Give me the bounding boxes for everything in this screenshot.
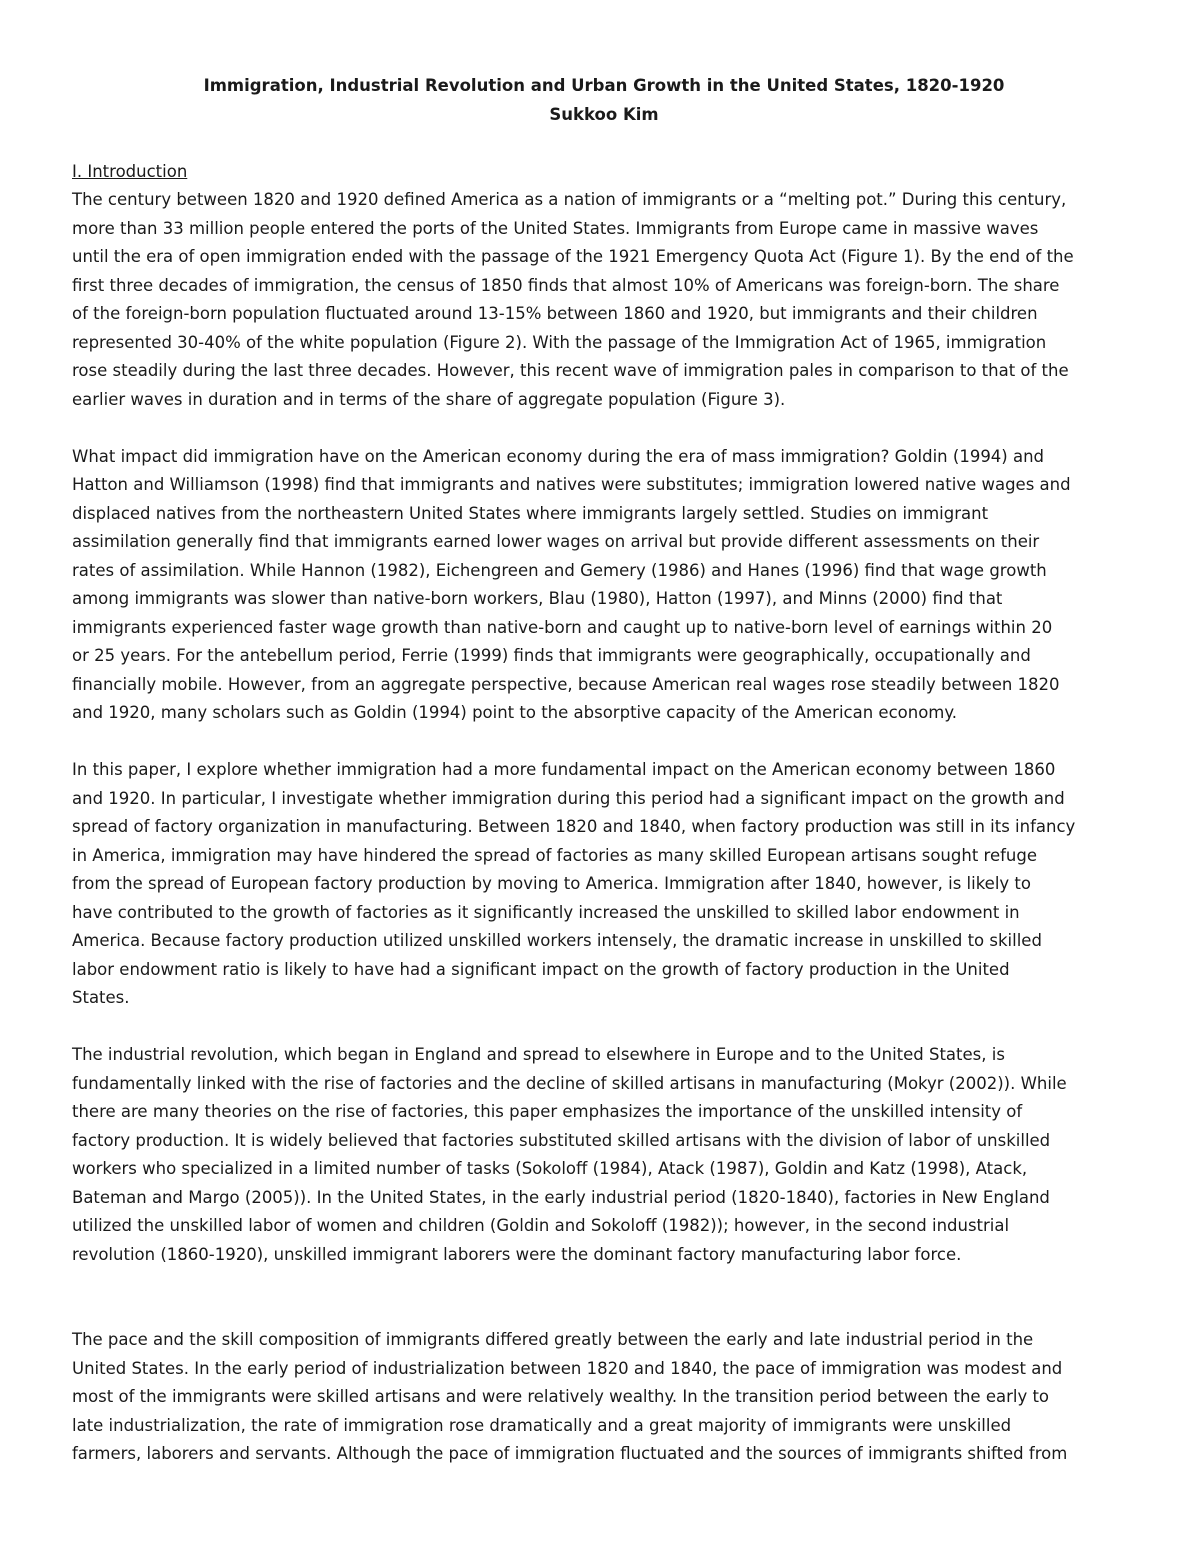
text-line: rates of assimilation. While Hannon (1982), Eichengreen and Gemery (1986) and Hanes (1996) find that wage growth [72,560,1047,580]
text-line: The pace and the skill composition of immigrants differed greatly between the early and late industrial period in the [72,1330,1034,1349]
document-page [72,72,1136,1497]
text-line: until the era of open immigration ended with the passage of the 1921 Emergency Quota Act (Figure 1). By the end of the [72,247,1074,266]
text-line: represented 30-40% of the white population (Figure 2). With the passage of the Immigration Act of 1965, immigration [72,332,1047,352]
paragraph-1 [72,186,1136,414]
text-line: assimilation generally find that immigrants earned lower wages on arrival but provide different assessments on their [72,532,1040,551]
paragraph-4 [72,1041,1136,1269]
text-line: spread of factory organization in manufacturing. Between 1820 and 1840, when factory production was still in its infancy [72,817,1076,836]
text-line: there are many theories on the rise of factories, this paper emphasizes the importance of the unskilled intensity of [72,1102,1023,1121]
text-line: of the foreign-born population fluctuated around 13-15% between 1860 and 1920, but immigrants and their children [72,304,1038,323]
text-line: and 1920, many scholars such as Goldin (1994) point to the absorptive capacity of the American economy. [72,703,958,722]
text-line: and 1920. In particular, I investigate whether immigration during this period had a significant impact on the growth and [72,788,1065,808]
text-line: utilized the unskilled labor of women and children (Goldin and Sokoloff (1982)); however, in the second industrial [72,1216,1010,1235]
text-line: States. [72,988,130,1007]
paragraph-2 [72,443,1136,728]
text-line: What impact did immigration have on the American economy during the era of mass immigration? Goldin (1994) and [72,446,1045,466]
text-line: late industrialization, the rate of immigration rose dramatically and a great majority of immigrants were unskilled [72,1415,1012,1435]
text-line: rose steadily during the last three decades. However, this recent wave of immigration pales in comparison to that of the [72,361,1069,380]
text-line: or 25 years. For the antebellum period, Ferrie (1999) finds that immigrants were geographically, occupationally and [72,646,1031,665]
text-line: in America, immigration may have hindered the spread of factories as many skilled European artisans sought refuge [72,845,1038,865]
text-line: United States. In the early period of industrialization between 1820 and 1840, the pace of immigration was modest and [72,1358,1063,1378]
text-line: displaced natives from the northeastern United States where immigrants largely settled. Studies on immigrant [72,503,989,523]
section-heading-introduction: I. Introduction [72,161,188,181]
paper-title: Immigration, Industrial Revolution and Urban Growth in the United States, 1820-1920 [203,76,1005,95]
text-line: financially mobile. However, from an aggregate perspective, because American real wages rose steadily between 1820 [72,674,1060,694]
text-line: most of the immigrants were skilled artisans and were relatively wealthy. In the transition period between the early to [72,1387,1050,1406]
text-line: from the spread of European factory production by moving to America. Immigration after 1840, however, is likely to [72,874,1031,893]
text-line: The century between 1820 and 1920 defined America as a nation of immigrants or a “melting pot.” During this century, [72,190,1067,209]
text-line: earlier waves in duration and in terms of the share of aggregate population (Figure 3). [72,389,786,409]
text-line: first three decades of immigration, the census of 1850 finds that almost 10% of Americans was foreign-born. The share [72,275,1060,295]
text-line: revolution (1860-1920), unskilled immigrant laborers were the dominant factory manufacturing labor force. [72,1244,962,1264]
text-line: Bateman and Margo (2005)). In the United States, in the early industrial period (1820-1840), factories in New England [72,1187,1050,1207]
text-line: factory production. It is widely believed that factories substituted skilled artisans with the division of labor of unskilled [72,1130,1051,1150]
text-line: among immigrants was slower than native-born workers, Blau (1980), Hatton (1997), and Minns (2000) find that [72,589,1003,608]
text-line: farmers, laborers and servants. Although the pace of immigration fluctuated and the sources of immigrants shifted from [72,1444,1068,1463]
text-line: The industrial revolution, which began in England and spread to elsewhere in Europe and to the United States, is [72,1045,1005,1064]
text-line: have contributed to the growth of factories as it significantly increased the unskilled to skilled labor endowment in [72,902,1020,922]
text-line: workers who specialized in a limited number of tasks (Sokoloff (1984), Atack (1987), Goldin and Katz (1998), Atack, [72,1159,1028,1178]
text-line: America. Because factory production utilized unskilled workers intensely, the dramatic increase in unskilled to skilled [72,931,1042,950]
paragraph-5 [72,1326,1136,1469]
text-line: fundamentally linked with the rise of factories and the decline of skilled artisans in manufacturing (Mokyr (2002)). While [72,1073,1067,1093]
text-line: labor endowment ratio is likely to have had a significant impact on the growth of factory production in the United [72,959,1010,979]
text-line: immigrants experienced faster wage growth than native-born and caught up to native-born level of earnings within 20 [72,617,1053,637]
text-line: Hatton and Williamson (1998) find that immigrants and natives were substitutes; immigration lowered native wages and [72,475,1071,494]
text-line: more than 33 million people entered the ports of the United States. Immigrants from Europe came in massive waves [72,218,1039,238]
paragraph-3 [72,756,1136,1013]
paper-author: Sukkoo Kim [549,104,659,124]
text-line: In this paper, I explore whether immigration had a more fundamental impact on the American economy between 1860 [72,760,1056,779]
